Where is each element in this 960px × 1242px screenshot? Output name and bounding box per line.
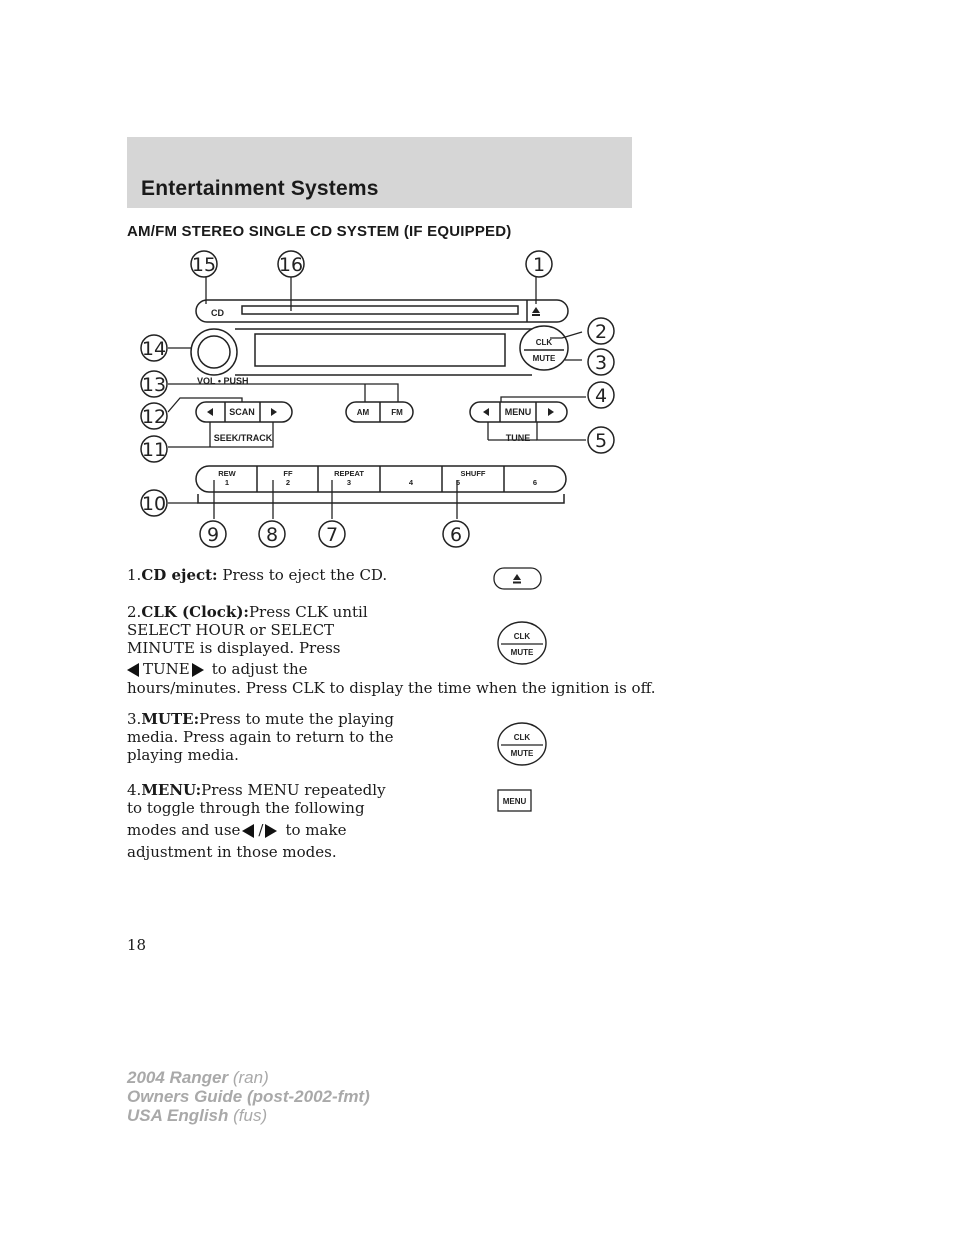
item-1-text: Press to eject the CD. [222,566,388,584]
eject-button-icon [493,566,543,592]
callout-1: 1 [532,254,546,276]
mute-knob-icon [496,721,548,767]
item-3-number: 3. [127,710,142,728]
page-number: 18 [127,936,147,954]
item-1-number: 1. [127,566,142,584]
item-2-text-a: Press CLK until [248,603,368,621]
callout-3: 3 [594,352,608,374]
tune-left-arrow-icon [127,663,139,677]
item-4-number: 4. [127,781,142,799]
menu-button-icon [497,789,533,813]
volume-knob [198,336,230,368]
callout-5: 5 [594,430,608,452]
preset-5-num: 5 [455,478,461,487]
section-heading: AM/FM STEREO SINGLE CD SYSTEM (IF EQUIPPED) [127,223,512,240]
eject-icon [532,307,540,313]
item-4-text-d: to make [285,821,347,839]
footer-language-code: (fus) [233,1106,268,1125]
eject-icon-bar [532,314,540,316]
mute-icon-label-2: MUTE [510,749,534,758]
clk-icon-label-2: CLK [513,733,531,742]
callout-13: 13 [141,374,167,396]
mute-label: MUTE [532,354,556,363]
item-2-text-d: to adjust the [211,660,308,678]
item-4-slash: / [258,821,264,839]
tune-right-icon [548,408,554,416]
seek-left-icon [207,408,213,416]
cd-slot [242,306,518,314]
display-window [255,334,505,366]
item-menu [127,781,386,861]
fm-label: FM [391,408,403,417]
item-2-text-c: MINUTE is displayed. Press [127,639,341,657]
item-3-title: MUTE: [141,710,200,728]
cd-slot-bar [196,300,568,322]
item-cd-eject [127,566,387,584]
footer-model: 2004 Ranger [127,1068,229,1087]
clk-label: CLK [535,338,553,347]
menu-icon-label: MENU [502,797,527,806]
callout-2: 2 [594,321,608,343]
callout-14: 14 [141,338,167,360]
footer-language: USA English [127,1106,229,1125]
preset-bar [196,466,566,492]
item-3-text-c: playing media. [127,746,239,764]
chapter-title: Entertainment Systems [141,177,379,200]
item-clock [127,603,767,697]
footer [127,1068,370,1125]
footer-model-code: (ran) [232,1068,269,1087]
item-2-number: 2. [127,603,142,621]
callout-4: 4 [594,385,608,407]
clk-icon-label: CLK [513,632,531,641]
clk-mute-knob-icon [496,620,548,666]
item-3-text-a: Press to mute the playing [199,710,395,728]
seek-right-icon [271,408,277,416]
item-1-title: CD eject: [141,566,218,584]
clk-mute-knob [520,326,568,370]
menu-right-arrow-icon [265,824,277,838]
menu-left-arrow-icon [242,824,254,838]
item-mute [127,710,394,764]
preset-1-top: REW [218,469,236,478]
item-4-text-a: Press MENU repeatedly [201,781,386,799]
radio-diagram [0,0,960,560]
item-2-text-b: SELECT HOUR or SELECT [127,621,335,639]
preset-6-num: 6 [532,478,538,487]
item-2-title: CLK (Clock): [141,603,249,621]
item-3-text-b: media. Press again to return to the [127,728,394,746]
item-4-text-b: to toggle through the following [127,799,365,817]
am-label: AM [356,408,370,417]
tune-label: TUNE [505,433,531,443]
callout-15: 15 [191,254,217,276]
preset-3-num: 3 [346,478,352,487]
callout-7: 7 [325,524,339,546]
preset-2-top: FF [283,469,293,478]
callout-11: 11 [141,439,167,461]
callout-10: 10 [141,493,167,515]
menu-label: MENU [504,407,532,417]
callout-16: 16 [278,254,304,276]
callout-6: 6 [449,524,463,546]
footer-guide: Owners Guide (post-2002-fmt) [127,1087,370,1106]
scan-label: SCAN [229,407,255,417]
item-4-text-e: adjustment in those modes. [127,843,337,861]
seek-track-label: SEEK/TRACK [213,433,273,443]
vol-push-label: VOL • PUSH [197,376,249,386]
callout-12: 12 [141,406,167,428]
item-2-tune: TUNE [143,660,190,678]
preset-1-num: 1 [224,478,230,487]
item-4-title: MENU: [141,781,202,799]
tune-right-arrow-icon [192,663,204,677]
item-4-text-c: modes and use [127,821,241,839]
callout-9: 9 [206,524,220,546]
item-2-text-e: hours/minutes. Press CLK to display the time when the ignition is off. [127,679,656,697]
preset-5-top: SHUFF [460,469,486,478]
preset-3-top: REPEAT [334,469,364,478]
preset-2-num: 2 [285,478,291,487]
preset-4-num: 4 [408,478,414,487]
cd-label: CD [211,308,224,318]
tune-left-icon [483,408,489,416]
callout-8: 8 [265,524,279,546]
mute-icon-label: MUTE [510,648,534,657]
